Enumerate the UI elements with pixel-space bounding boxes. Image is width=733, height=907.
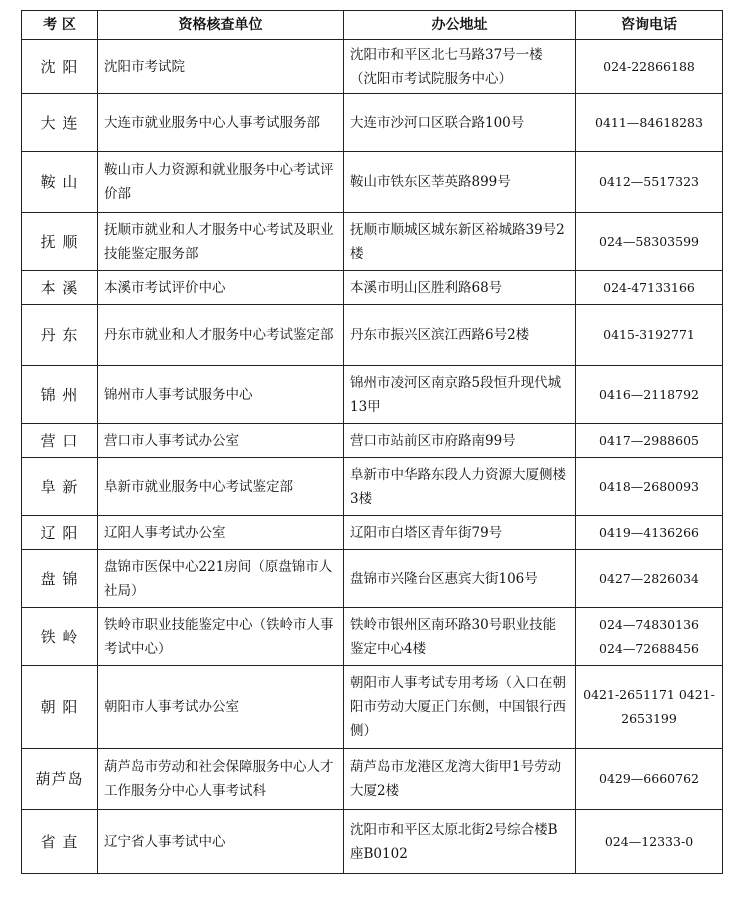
office-address-cell: 阜新市中华路东段人力资源大厦侧楼3楼 [344,458,576,516]
phone-cell: 0427—2826034 [576,550,723,608]
review-unit-cell: 铁岭市职业技能鉴定中心（铁岭市人事考试中心） [98,608,344,666]
office-address-cell: 大连市沙河口区联合路100号 [344,94,576,152]
phone-cell: 0417—2988605 [576,424,723,458]
phone-cell: 0418—2680093 [576,458,723,516]
office-address-cell: 本溪市明山区胜利路68号 [344,271,576,305]
phone-cell: 024—74830136 024—72688456 [576,608,723,666]
office-address-cell: 丹东市振兴区滨江西路6号2楼 [344,305,576,366]
area-cell: 盘 锦 [22,550,98,608]
review-unit-cell: 辽阳人事考试办公室 [98,516,344,550]
table-row [22,40,723,94]
area-cell: 抚 顺 [22,213,98,271]
area-cell: 铁 岭 [22,608,98,666]
table-row [22,424,723,458]
review-unit-cell: 鞍山市人力资源和就业服务中心考试评价部 [98,152,344,213]
office-address-cell: 抚顺市顺城区城东新区裕城路39号2楼 [344,213,576,271]
office-address-cell: 葫芦岛市龙港区龙湾大街甲1号劳动大厦2楼 [344,749,576,810]
review-unit-cell: 抚顺市就业和人才服务中心考试及职业技能鉴定服务部 [98,213,344,271]
area-cell: 锦 州 [22,366,98,424]
table-row [22,749,723,810]
header-phone: 咨询电话 [576,11,723,40]
area-cell: 朝 阳 [22,666,98,749]
review-unit-cell: 本溪市考试评价中心 [98,271,344,305]
phone-cell: 024-47133166 [576,271,723,305]
office-address-cell: 沈阳市和平区太原北街2号综合楼B座B0102 [344,810,576,874]
area-cell: 葫芦岛 [22,749,98,810]
table-row [22,550,723,608]
office-address-cell: 朝阳市人事考试专用考场（入口在朝阳市劳动大厦正门东侧，中国银行西侧） [344,666,576,749]
phone-cell: 024—58303599 [576,213,723,271]
office-address-cell: 鞍山市铁东区莘英路899号 [344,152,576,213]
phone-cell: 0429—6660762 [576,749,723,810]
table-row [22,366,723,424]
table-row [22,305,723,366]
area-cell: 沈 阳 [22,40,98,94]
office-address-cell: 铁岭市银州区南环路30号职业技能鉴定中心4楼 [344,608,576,666]
area-cell: 辽 阳 [22,516,98,550]
phone-cell: 0411—84618283 [576,94,723,152]
phone-cell: 0415-3192771 [576,305,723,366]
header-office-address: 办公地址 [344,11,576,40]
phone-cell: 0421-2651171 0421-2653199 [576,666,723,749]
table-header-row [22,11,723,40]
review-unit-cell: 大连市就业服务中心人事考试服务部 [98,94,344,152]
review-unit-cell: 葫芦岛市劳动和社会保障服务中心人才工作服务分中心人事考试科 [98,749,344,810]
area-cell: 省 直 [22,810,98,874]
area-cell: 营 口 [22,424,98,458]
header-exam-area: 考 区 [22,11,98,40]
phone-cell: 0416—2118792 [576,366,723,424]
table-row [22,213,723,271]
table-row [22,810,723,874]
exam-contact-table [21,10,723,874]
phone-cell: 024-22866188 [576,40,723,94]
review-unit-cell: 盘锦市医保中心221房间（原盘锦市人社局） [98,550,344,608]
table-row [22,516,723,550]
table-row [22,458,723,516]
review-unit-cell: 锦州市人事考试服务中心 [98,366,344,424]
table-row [22,271,723,305]
phone-cell: 0412—5517323 [576,152,723,213]
review-unit-cell: 营口市人事考试办公室 [98,424,344,458]
office-address-cell: 锦州市凌河区南京路5段恒升现代城13甲 [344,366,576,424]
review-unit-cell: 朝阳市人事考试办公室 [98,666,344,749]
review-unit-cell: 阜新市就业服务中心考试鉴定部 [98,458,344,516]
table-row [22,666,723,749]
area-cell: 鞍 山 [22,152,98,213]
office-address-cell: 辽阳市白塔区青年街79号 [344,516,576,550]
table-row [22,94,723,152]
area-cell: 本 溪 [22,271,98,305]
review-unit-cell: 丹东市就业和人才服务中心考试鉴定部 [98,305,344,366]
phone-cell: 0419—4136266 [576,516,723,550]
office-address-cell: 营口市站前区市府路南99号 [344,424,576,458]
review-unit-cell: 沈阳市考试院 [98,40,344,94]
phone-cell: 024—12333-0 [576,810,723,874]
area-cell: 大 连 [22,94,98,152]
header-review-unit: 资格核查单位 [98,11,344,40]
office-address-cell: 沈阳市和平区北七马路37号一楼（沈阳市考试院服务中心） [344,40,576,94]
area-cell: 丹 东 [22,305,98,366]
office-address-cell: 盘锦市兴隆台区惠宾大街106号 [344,550,576,608]
review-unit-cell: 辽宁省人事考试中心 [98,810,344,874]
area-cell: 阜 新 [22,458,98,516]
table-row [22,608,723,666]
table-row [22,152,723,213]
